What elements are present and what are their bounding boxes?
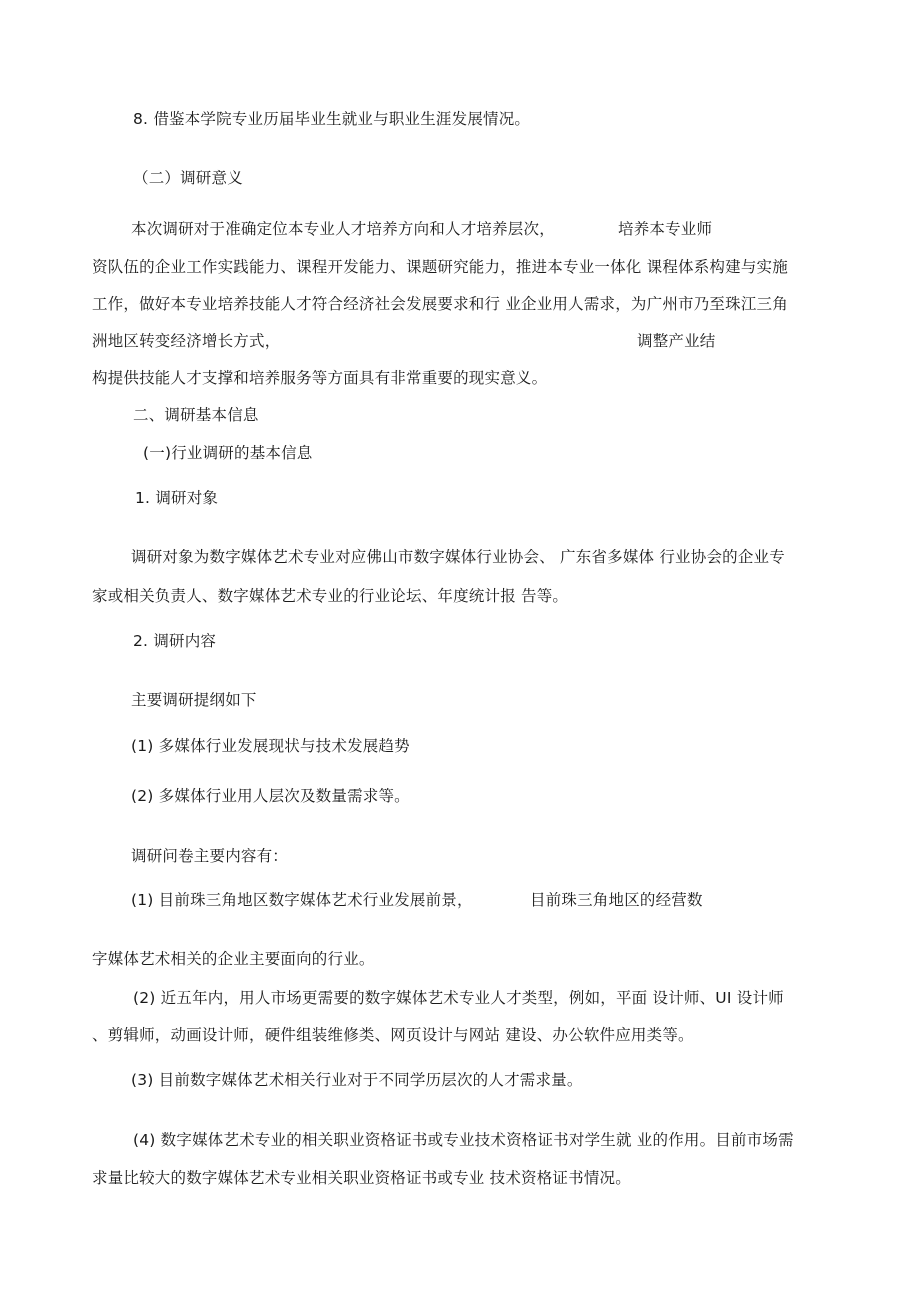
significance-line-1a: 本次调研对于准确定位本专业人才培养方向和人才培养层次， <box>131 220 555 238</box>
outline-item-1: (1) 多媒体行业发展现状与技术发展趋势 <box>131 737 410 755</box>
significance-line-4b: 调整产业结 <box>637 332 716 350</box>
q2-line-1: (2) 近五年内，用人市场更需要的数字媒体艺术专业人才类型，例如，平面 设计师、UI 设计师 <box>133 989 784 1007</box>
significance-line-1b: 培养本专业师 <box>618 220 713 238</box>
item-8: 8. 借鉴本学院专业历届毕业生就业与职业生涯发展情况。 <box>133 110 531 128</box>
q4-line-1: (4) 数字媒体艺术专业的相关职业资格证书或专业技术资格证书对学生就 业的作用。目前市场需 <box>133 1131 794 1149</box>
objects-line-2: 家或相关负责人、数字媒体艺术专业的行业论坛、年度统计报 告等。 <box>92 587 569 605</box>
section-significance-heading: （二）调研意义 <box>133 169 243 187</box>
item-2-title: 2. 调研内容 <box>133 632 217 650</box>
q3: (3) 目前数字媒体艺术相关行业对于不同学历层次的人才需求量。 <box>131 1071 583 1089</box>
significance-line-4a: 洲地区转变经济增长方式， <box>92 332 281 350</box>
significance-line-3: 工作，做好本专业培养技能人才符合经济社会发展要求和行 业企业用人需求，为广州市乃至珠江三角 <box>92 295 788 313</box>
section-2-1-heading: (一)行业调研的基本信息 <box>143 444 313 462</box>
objects-line-1: 调研对象为数字媒体艺术专业对应佛山市数字媒体行业协会、 广东省多媒体 行业协会的企业专 <box>131 548 785 566</box>
q4-line-2: 求量比较大的数字媒体艺术专业相关职业资格证书或专业 技术资格证书情况。 <box>92 1169 631 1187</box>
outline-item-2: (2) 多媒体行业用人层次及数量需求等。 <box>131 787 410 805</box>
q1-line-2: 字媒体艺术相关的企业主要面向的行业。 <box>92 950 375 968</box>
q1-line-1a: (1) 目前珠三角地区数字媒体艺术行业发展前景， <box>131 891 473 909</box>
outline-title: 主要调研提纲如下 <box>131 691 257 709</box>
item-1-title: 1. 调研对象 <box>135 489 219 507</box>
q1-line-1b: 目前珠三角地区的经营数 <box>530 891 703 909</box>
significance-line-2: 资队伍的企业工作实践能力、课程开发能力、课题研究能力，推进本专业一体化 课程体系构建与实施 <box>92 258 788 276</box>
q2-line-2: 、剪辑师，动画设计师，硬件组装维修类、网页设计与网站 建设、办公软件应用类等。 <box>92 1026 694 1044</box>
significance-line-5: 构提供技能人才支撑和培养服务等方面具有非常重要的现实意义。 <box>92 369 548 387</box>
questionnaire-title: 调研问卷主要内容有： <box>131 847 289 865</box>
section-2-heading: 二、调研基本信息 <box>133 406 259 424</box>
